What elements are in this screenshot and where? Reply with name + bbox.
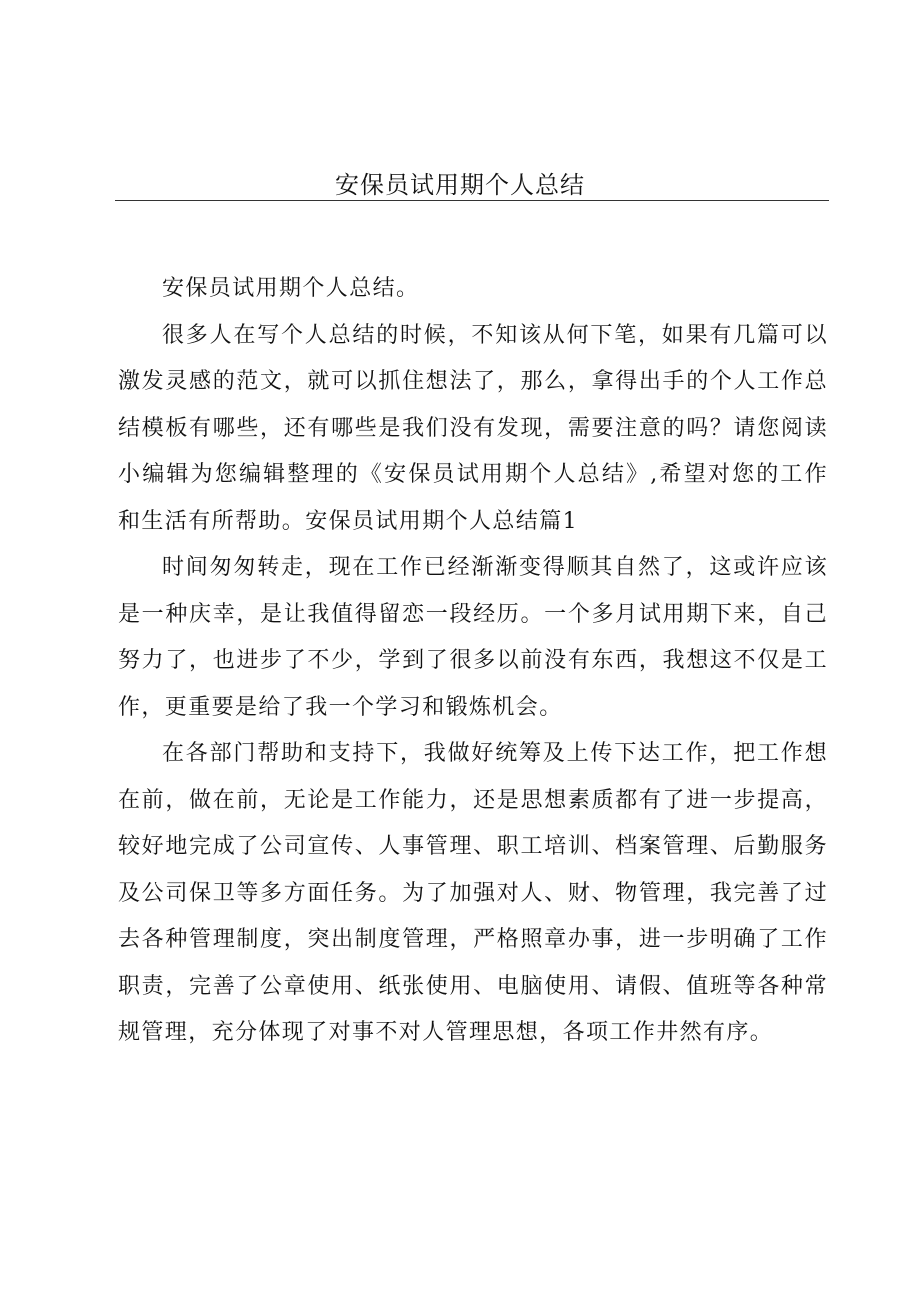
paragraph-intro: 安保员试用期个人总结。 — [162, 276, 420, 301]
document-title: 安保员试用期个人总结 — [335, 171, 585, 199]
document-body — [118, 266, 828, 1057]
paragraph-achievements: 在各部门帮助和支持下，我做好统筹及上传下达工作，把工作想在前，做在前，无论是工作能力，还是思想素质都有了进一步提高，较好地完成了公司宣传、人事管理、职工培训、档案管理、后勤服务及公司保卫等多方面任务。为了加强对人、财、物管理，我完善了过去各种管理制度，突出制度管理，严格照章办事，进一步明确了工作职责，完善了公章使用、纸张使用、电脑使用、请假、值班等各种常规管理，充分体现了对事不对人管理思想，各项工作井然有序。 — [118, 741, 828, 1045]
title-underline — [115, 200, 829, 201]
paragraph-reflection: 时间匆匆转走，现在工作已经渐渐变得顺其自然了，这或许应该是一种庆幸，是让我值得留恋一段经历。一个多月试用期下来，自己努力了，也进步了不少，学到了很多以前没有东西，我想这不仅是工作，更重要是给了我一个学习和锻炼机会。 — [118, 555, 828, 720]
paragraph-preface: 很多人在写个人总结的时候，不知该从何下笔，如果有几篇可以激发灵感的范文，就可以抓住想法了，那么，拿得出手的个人工作总结模板有哪些，还有哪些是我们没有发现，需要注意的吗？请您阅读小编辑为您编辑整理的《安保员试用期个人总结》,希望对您的工作和生活有所帮助。安保员试用期个人总结篇1 — [118, 322, 828, 534]
